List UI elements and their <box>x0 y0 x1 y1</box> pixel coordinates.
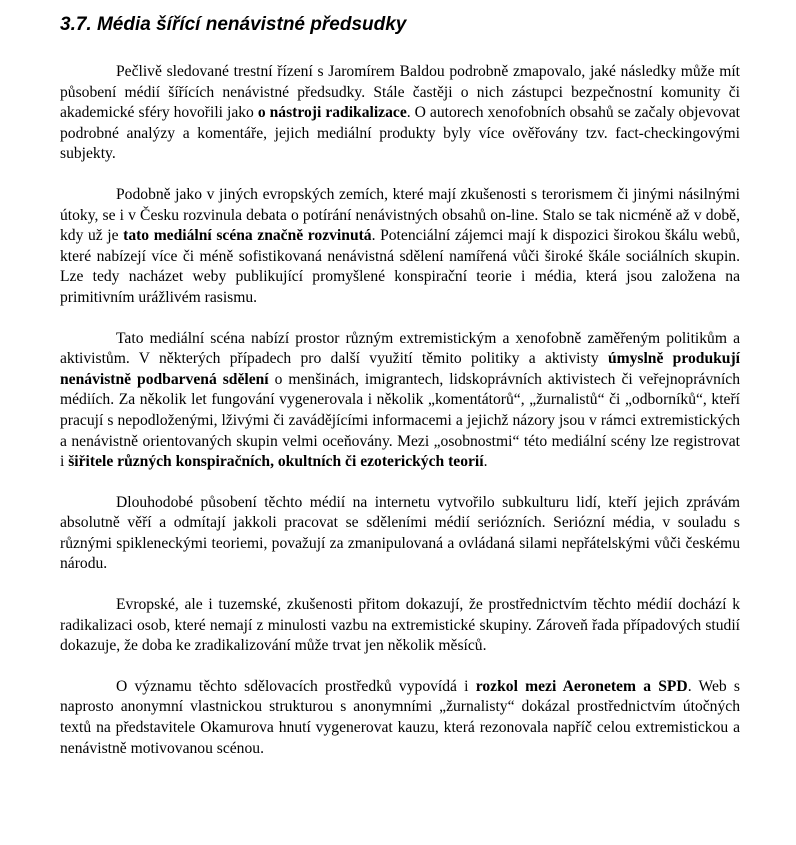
paragraph-3-emphasis-1: úmyslně produkují nenávistně podbarvená sdělení <box>60 350 740 388</box>
paragraph-6-emphasis: rozkol mezi Aeronetem a SPD <box>475 677 688 695</box>
paragraph-3-emphasis-2: šiřitele různých konspiračních, okultních či ezoterických teorií <box>68 453 484 471</box>
paragraph-3-text-c: o menšinách, imigrantech, lidskoprávních aktivistech či veřejnoprávních médiích. Za několik let fungování vygenerovala i několik „komentátorů“, „žurnalistů“ či „odborníků“, kteří pracují s nepodloženými, lživými či zavádějícími informacemi a jejichž názory jsou v rámci extremistických a nenávistně orientovaných skupin velmi oceňovány. Mezi „osobnostmi“ této mediální scény lze registrovat i <box>60 370 740 471</box>
paragraph-1-text-c: . O autorech xenofobních obsahů se začaly objevovat podrobné analýzy a komentáře, jejich mediální produkty byly více ověřovány tzv. fact-checkingovými subjekty. <box>60 104 740 163</box>
paragraph-1-text-a: Pečlivě sledované trestní řízení s Jaromírem Baldou podrobně zmapovalo, jaké následky může mít působení médií šířících nenávistné předsudky. Stále častěji o nich zástupci bezpečnostní komunity či akademické sféry hovořili jako <box>60 63 740 122</box>
paragraph-2 <box>60 185 740 309</box>
paragraph-2-emphasis: tato mediální scéna značně rozvinutá <box>123 227 372 245</box>
paragraph-4 <box>60 493 740 575</box>
paragraph-3-text-a: Tato mediální scéna nabízí prostor různým extremistickým a xenofobně zaměřeným politikům a aktivistům. V některých případech pro další využití těmito politiky a aktivisty <box>60 329 740 368</box>
paragraph-3-text-e: . <box>483 453 488 471</box>
paragraph-2-text-c: . Potenciální zájemci mají k dispozici širokou škálu webů, které nabízejí více či méně sofistikovaná nenávistná sdělení namířená vůči široké škále sociálních skupin. Lze tedy nacházet weby publikující promyšlené konspirační teorie i média, která jsou založena na primitivním urážlivém rasismu. <box>60 227 741 306</box>
paragraph-6-text-c: . Web s naprosto anonymní vlastnickou strukturou s anonymními „žurnalisty“ dokázal prostřednictvím útočných textů na představitele Okamurova hnutí vygenerovat kauzu, která rezonovala napříč celou extremistickou a nenávistně motivovanou scénou. <box>60 677 741 757</box>
paragraph-2-text-a: Podobně jako v jiných evropských zemích, které mají zkušenosti s terorismem či jinými násilnými útoky, se i v Česku rozvinula debata o potírání nenávistných obsahů on-line. Stalo se tak nicméně až v době, kdy už je <box>60 185 740 245</box>
paragraph-5 <box>60 595 740 657</box>
paragraph-1-emphasis: o nástroji radikalizace <box>257 104 407 122</box>
paragraph-4-text-a: Dlouhodobé působení těchto médií na internetu vytvořilo subkulturu lidí, kteří jejich zprávám absolutně věří a odmítají jakkoli pracovat se sděleními médií seriózních. Seriózní média, v souladu s různými spikleneckými teoriemi, považují za zmanipulovaná a ovládaná silami nepřátelskými vůči českému národu. <box>60 493 740 573</box>
paragraph-3 <box>60 329 740 473</box>
paragraph-5-text-a: Evropské, ale i tuzemské, zkušenosti přitom dokazují, že prostřednictvím těchto médií dochází k radikalizaci osob, které nemají z minulosti vazbu na extremistické skupiny. Zároveň řada případových studií dokazuje, že doba ke zradikalizování může trvat jen několik měsíců. <box>60 596 740 655</box>
paragraph-6 <box>60 677 740 759</box>
paragraph-6-text-a: O významu těchto sdělovacích prostředků vypovídá i <box>116 677 476 695</box>
section-heading: 3.7. Média šířící nenávistné předsudky <box>60 14 407 35</box>
paragraph-1 <box>60 62 740 165</box>
